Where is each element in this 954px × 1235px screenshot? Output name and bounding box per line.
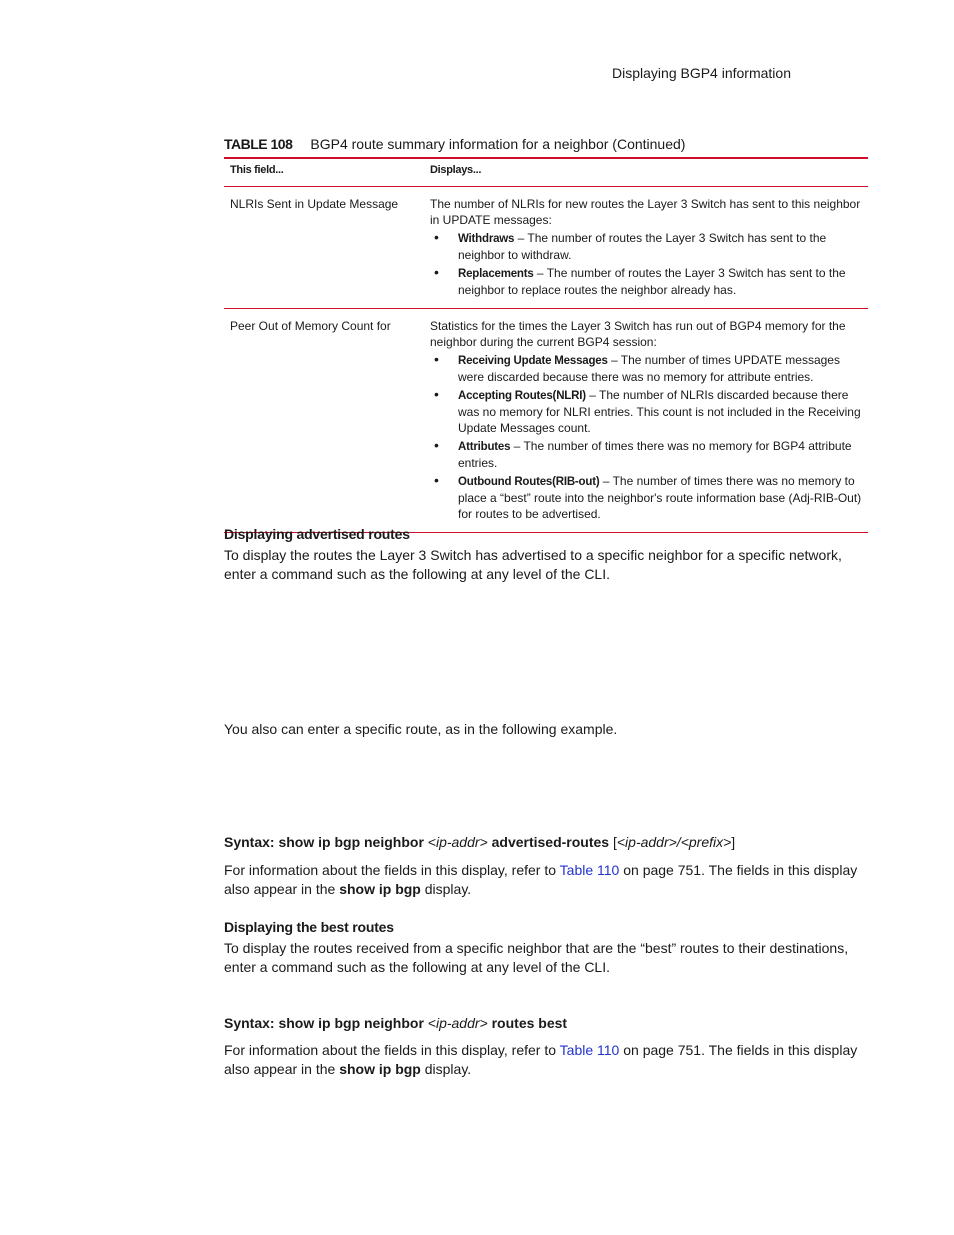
table-label: TABLE 108 xyxy=(224,136,293,152)
syntax-keyword: advertised-routes xyxy=(487,834,613,850)
term-description: – The number of times there was no memory for BGP4 attribute entries. xyxy=(458,439,852,470)
section-heading-best: Displaying the best routes xyxy=(224,919,394,935)
term-description: – The number of NLRIs discarded because there was no memory for NLRI entries. This count is not included in the Receiving Update Messages count. xyxy=(458,388,861,435)
syntax-bracket-close: ] xyxy=(731,834,736,850)
term: Outbound Routes(RIB-out) xyxy=(458,476,600,488)
list-item xyxy=(430,473,862,522)
term: Replacements xyxy=(458,268,534,280)
bullet-icon: • xyxy=(434,437,439,453)
advertised-intro-paragraph: To display the routes the Layer 3 Switch has advertised to a specific neighbor for a specific network, enter a command such as the following at any level of the CLI. xyxy=(224,547,842,582)
info-text: display. xyxy=(420,1061,472,1077)
term-description: – The number of times UPDATE messages were discarded because there was no memory for attribute entries. xyxy=(458,353,840,384)
term: Attributes xyxy=(458,441,511,453)
bgp4-summary-table xyxy=(224,157,868,533)
col-header-displays: Displays... xyxy=(430,164,482,176)
term-description: – The number of routes the Layer 3 Switch has sent to the neighbor to withdraw. xyxy=(458,231,827,262)
bullet-icon: • xyxy=(434,229,439,245)
info-text: For information about the fields in this display, refer to xyxy=(224,1042,560,1058)
command-text: show ip bgp xyxy=(339,1061,421,1077)
syntax-advertised-routes xyxy=(224,833,874,852)
list-item xyxy=(430,438,862,471)
description-intro: The number of NLRIs for new routes the Layer 3 Switch has sent to this neighbor in UPDATE messages: xyxy=(430,197,861,227)
table-110-link[interactable]: Table 110 xyxy=(559,862,620,878)
table-110-link[interactable]: Table 110 xyxy=(559,1042,620,1058)
field-cell: Peer Out of Memory Count for xyxy=(230,319,391,333)
bullet-icon: • xyxy=(434,386,439,402)
table-title: BGP4 route summary information for a neighbor (Continued) xyxy=(310,136,686,152)
info-text: For information about the fields in this display, refer to xyxy=(224,862,560,878)
description-cell xyxy=(424,187,868,309)
term: Receiving Update Messages xyxy=(458,355,608,367)
list-item xyxy=(430,387,862,436)
list-item xyxy=(430,352,862,385)
best-info-paragraph xyxy=(224,1041,874,1079)
specific-route-paragraph: You also can enter a specific route, as in the following example. xyxy=(224,721,618,737)
term: Withdraws xyxy=(458,233,515,245)
table-row xyxy=(224,309,868,533)
bullet-icon: • xyxy=(434,351,439,367)
bullet-list xyxy=(430,230,862,298)
term: Accepting Routes(NLRI) xyxy=(458,390,586,402)
syntax-routes-best xyxy=(224,1014,874,1033)
info-text: on page 751. The fields in this display also appear in the xyxy=(224,862,858,897)
syntax-arg-ip-addr: <ip-addr> xyxy=(427,1015,488,1031)
field-cell: NLRIs Sent in Update Message xyxy=(230,197,399,211)
info-text: display. xyxy=(420,881,472,897)
list-item xyxy=(430,265,862,298)
command-text: show ip bgp xyxy=(339,881,421,897)
syntax-bracket-open: [ xyxy=(612,834,617,850)
description-intro: Statistics for the times the Layer 3 Switch has run out of BGP4 memory for the neighbor during the current BGP4 session: xyxy=(430,319,846,349)
syntax-prefix: Syntax: show ip bgp neighbor xyxy=(224,1015,428,1031)
best-routes-intro-paragraph: To display the routes received from a specific neighbor that are the “best” routes to their destinations, enter a command such as the following at any level of the CLI. xyxy=(224,940,849,975)
list-item xyxy=(430,230,862,263)
description-cell xyxy=(424,309,868,533)
syntax-keyword: routes best xyxy=(487,1015,568,1031)
advertised-info-paragraph xyxy=(224,861,874,899)
term-description: – The number of routes the Layer 3 Switch has sent to the neighbor to replace routes the neighbor already has. xyxy=(458,266,846,297)
table-caption xyxy=(224,136,685,152)
bullet-icon: • xyxy=(434,264,439,280)
bullet-icon: • xyxy=(434,472,439,488)
table-row xyxy=(224,187,868,309)
term-description: – The number of times there was no memory to place a “best” route into the neighbor's route information base (Adj-RIB-Out) for routes to be advertised. xyxy=(458,474,862,521)
syntax-prefix: Syntax: show ip bgp neighbor xyxy=(224,834,428,850)
table-header-row xyxy=(224,158,868,187)
section-heading-advertised: Displaying advertised routes xyxy=(224,526,410,542)
bullet-list xyxy=(430,352,862,522)
col-header-field: This field... xyxy=(230,164,284,176)
info-text: on page 751. The fields in this display also appear in the xyxy=(224,1042,858,1077)
syntax-arg-ip-addr: <ip-addr> xyxy=(427,834,488,850)
running-header: Displaying BGP4 information xyxy=(612,65,791,81)
syntax-arg-prefix: <ip-addr>/<prefix> xyxy=(616,834,732,850)
